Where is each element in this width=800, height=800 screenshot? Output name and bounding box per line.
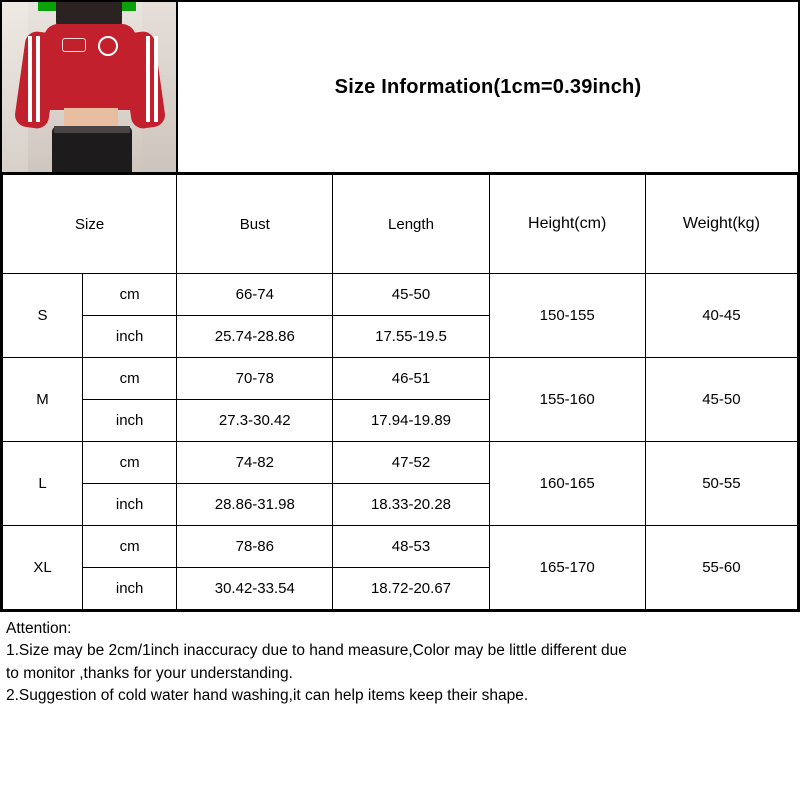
cell-bust-cm: 66-74 [177,274,333,316]
cell-weight: 45-50 [645,358,797,442]
size-table [2,174,798,610]
cell-length-cm: 48-53 [333,526,489,568]
attention-heading: Attention: [6,620,72,637]
chart-header-band [2,2,798,174]
attention-line-2: to monitor ,thanks for your understanding. [6,664,293,682]
row-unit-cm: cm [83,526,177,568]
photo-sleeve-stripe [28,36,32,122]
header-size: Size [3,175,177,274]
attention-block [0,612,800,708]
header-weight: Weight(kg) [645,175,797,274]
row-unit-inch: inch [83,400,177,442]
row-unit-inch: inch [83,316,177,358]
cell-length-cm: 46-51 [333,358,489,400]
row-unit-cm: cm [83,442,177,484]
photo-top-logo [98,36,118,56]
cell-height: 150-155 [489,274,645,358]
row-size-label: M [3,358,83,442]
photo-model-belt [54,126,130,133]
product-photo-cell [2,2,178,172]
cell-height: 160-165 [489,442,645,526]
cell-length-inch: 18.72-20.67 [333,568,489,610]
table-row [3,442,798,484]
cell-weight: 55-60 [645,526,797,610]
header-height: Height(cm) [489,175,645,274]
cell-height: 155-160 [489,358,645,442]
table-row [3,358,798,400]
cell-weight: 50-55 [645,442,797,526]
photo-top-badge [62,38,86,52]
cell-length-inch: 17.94-19.89 [333,400,489,442]
table-row [3,274,798,316]
cell-weight: 40-45 [645,274,797,358]
row-size-label: XL [3,526,83,610]
table-header-row [3,175,798,274]
photo-sleeve-stripe [146,36,150,122]
row-unit-inch: inch [83,568,177,610]
row-unit-cm: cm [83,274,177,316]
cell-length-inch: 18.33-20.28 [333,484,489,526]
cell-length-cm: 47-52 [333,442,489,484]
product-photo [2,2,176,172]
row-unit-cm: cm [83,358,177,400]
cell-bust-inch: 28.86-31.98 [177,484,333,526]
chart-title-cell [178,2,798,172]
cell-bust-inch: 27.3-30.42 [177,400,333,442]
cell-bust-cm: 70-78 [177,358,333,400]
row-size-label: S [3,274,83,358]
table-row [3,526,798,568]
cell-bust-inch: 30.42-33.54 [177,568,333,610]
cell-bust-inch: 25.74-28.86 [177,316,333,358]
header-bust: Bust [177,175,333,274]
photo-sleeve-stripe [154,36,158,122]
photo-sleeve-stripe [36,36,40,122]
photo-red-crop-top [44,24,136,110]
cell-bust-cm: 74-82 [177,442,333,484]
header-length: Length [333,175,489,274]
row-unit-inch: inch [83,484,177,526]
page-title: Size Information(1cm=0.39inch) [334,75,642,98]
attention-line-3: 2.Suggestion of cold water hand washing,it can help items keep their shape. [6,687,529,705]
attention-line-1: 1.Size may be 2cm/1inch inaccuracy due to hand measure,Color may be little different due [6,642,627,660]
cell-height: 165-170 [489,526,645,610]
cell-bust-cm: 78-86 [177,526,333,568]
cell-length-inch: 17.55-19.5 [333,316,489,358]
row-size-label: L [3,442,83,526]
cell-length-cm: 45-50 [333,274,489,316]
